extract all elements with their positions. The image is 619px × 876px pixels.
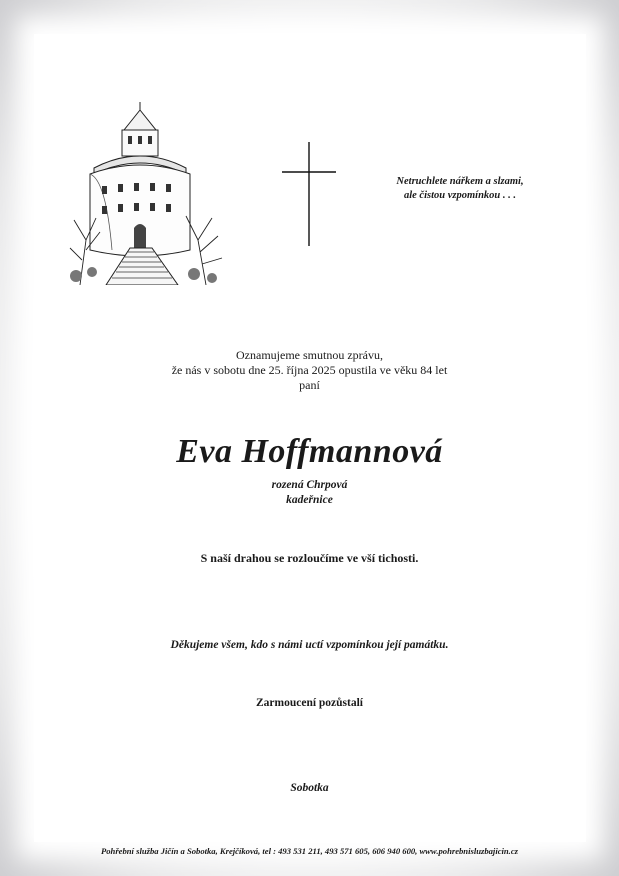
deceased-details [100, 478, 519, 508]
announcement-line: paní [299, 378, 320, 392]
motto [375, 175, 545, 203]
deceased-name: Eva Hoffmannová [176, 433, 443, 470]
thanks-text: Děkujeme všem, kdo s námi uctí vzpomínkou její památku. [170, 639, 449, 651]
cross-icon [282, 142, 336, 246]
maiden-name: rozená Chrpová [271, 479, 348, 491]
announcement [100, 348, 519, 393]
occupation: kadeřnice [286, 494, 333, 506]
announcement-line: Oznamujeme smutnou zprávu, [236, 348, 383, 362]
announcement-line: že nás v sobotu dne 25. října 2025 opustila ve věku 84 let [171, 363, 448, 377]
motto-line: ale čistou vzpomínkou . . . [403, 190, 516, 201]
place-name: Sobotka [290, 782, 329, 794]
castle-illustration [66, 100, 226, 285]
mourners-signature: Zarmoucení pozůstalí [255, 697, 363, 709]
funeral-service-footer: Pohřební služba Jičín a Sobotka, Krejčíková, tel : 493 531 211, 493 571 605, 606 940 600, www.pohrebnisluzbajicin.cz [101, 846, 518, 856]
farewell-text: S naší drahou se rozloučíme ve vší tichosti. [200, 551, 419, 565]
motto-line: Netruchlete nářkem a slzami, [396, 176, 524, 187]
